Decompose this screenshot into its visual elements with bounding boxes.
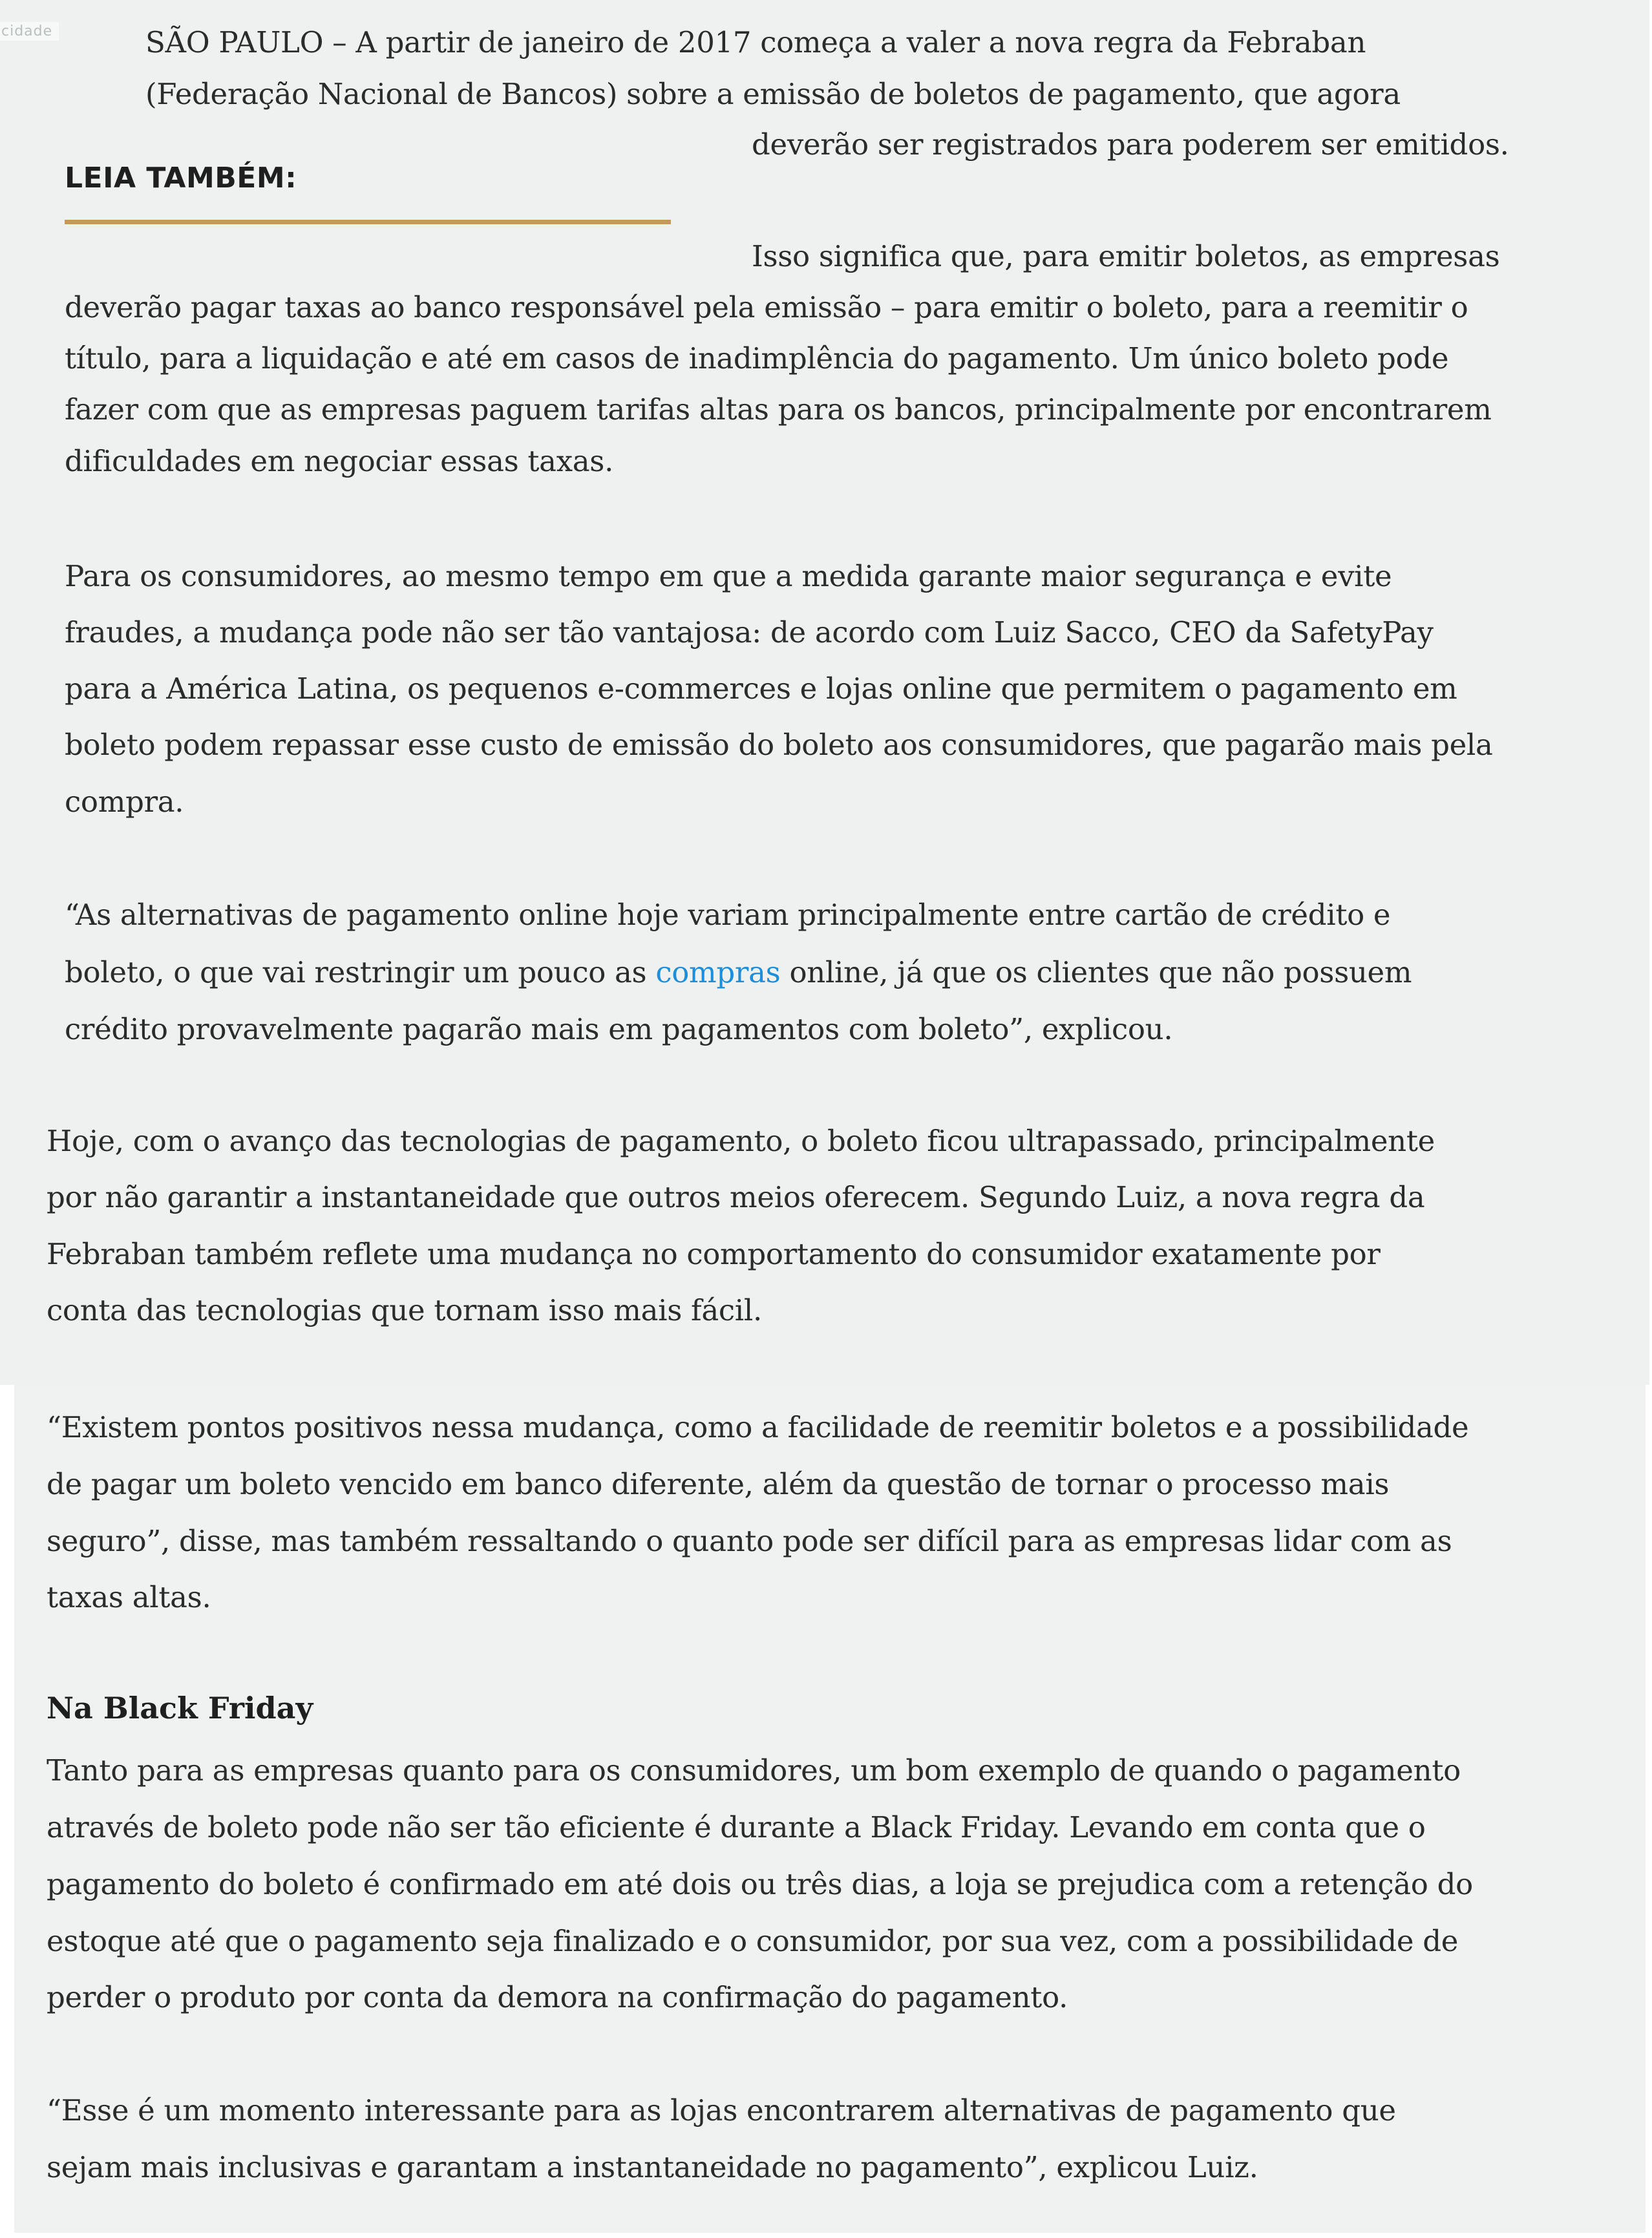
see-also-divider — [65, 220, 671, 224]
para4-line-2: por não garantir a instantaneidade que outros meios oferecem. Segundo Luiz, a nova regra da — [47, 1180, 1425, 1214]
para4-line-1: Hoje, com o avanço das tecnologias de pagamento, o boleto ficou ultrapassado, principalmente — [47, 1124, 1435, 1158]
para6-line-2: através de boleto pode não ser tão eficiente é durante a Black Friday. Levando em conta que o — [47, 1810, 1426, 1844]
para5-line-1: “Existem pontos positivos nessa mudança, como a facilidade de reemitir boletos e a possibilidade — [47, 1410, 1469, 1444]
para7-line-1: “Esse é um momento interessante para as lojas encontrarem alternativas de pagamento que — [47, 2093, 1396, 2127]
para2-line-3: para a América Latina, os pequenos e-commerces e lojas online que permitem o pagamento em — [65, 671, 1457, 706]
para3-line-3: crédito provavelmente pagarão mais em pagamentos com boleto”, explicou. — [65, 1012, 1173, 1046]
para7-line-2: sejam mais inclusivas e garantam a instantaneidade no pagamento”, explicou Luiz. — [47, 2150, 1258, 2184]
para2-line-1: Para os consumidores, ao mesmo tempo em que a medida garante maior segurança e evite — [65, 559, 1392, 593]
para6-line-3: pagamento do boleto é confirmado em até dois ou três dias, a loja se prejudica com a retenção do — [47, 1867, 1473, 1901]
para4-line-3: Febraban também reflete uma mudança no comportamento do consumidor exatamente por — [47, 1237, 1381, 1271]
para4-line-4: conta das tecnologias que tornam isso mais fácil. — [47, 1293, 762, 1327]
section-heading-black-friday: Na Black Friday — [47, 1691, 313, 1726]
lead-line-2: (Federação Nacional de Bancos) sobre a emissão de boletos de pagamento, que agora — [145, 77, 1401, 111]
para1-line-2: deverão pagar taxas ao banco responsável pela emissão – para emitir o boleto, para a reemitir o — [65, 290, 1468, 324]
para6-line-1: Tanto para as empresas quanto para os consumidores, um bom exemplo de quando o pagamento — [47, 1753, 1461, 1788]
para6-line-4: estoque até que o pagamento seja finalizado e o consumidor, por sua vez, com a possibilidade de — [47, 1924, 1459, 1958]
para6-line-5: perder o produto por conta da demora na confirmação do pagamento. — [47, 1980, 1068, 2014]
para3-line-2-pre: boleto, o que vai restringir um pouco as — [65, 955, 656, 989]
see-also-heading: LEIA TAMBÉM: — [65, 162, 297, 195]
ad-label: cidade — [0, 22, 59, 41]
para3-line-2 — [65, 947, 1412, 998]
para3-line-2-post: online, já que os clientes que não possuem — [780, 955, 1412, 989]
para2-line-4: boleto podem repassar esse custo de emissão do boleto aos consumidores, que pagarão mais pela — [65, 728, 1493, 762]
compras-link[interactable]: compras — [655, 955, 781, 989]
para1-line-5: dificuldades em negociar essas taxas. — [65, 444, 614, 478]
para2-line-5: compra. — [65, 785, 184, 819]
para5-line-3: seguro”, disse, mas também ressaltando o quanto pode ser difícil para as empresas lidar com as — [47, 1524, 1452, 1558]
para5-line-4: taxas altas. — [47, 1580, 211, 1614]
lead-line-1: SÃO PAULO – A partir de janeiro de 2017 começa a valer a nova regra da Febraban — [145, 25, 1366, 59]
para3-line-1: “As alternativas de pagamento online hoje variam principalmente entre cartão de crédito e — [65, 898, 1391, 932]
lead-line-3: deverão ser registrados para poderem ser emitidos. — [752, 127, 1509, 162]
para1-line-3: título, para a liquidação e até em casos de inadimplência do pagamento. Um único boleto pode — [65, 341, 1449, 375]
para2-line-2: fraudes, a mudança pode não ser tão vantajosa: de acordo com Luiz Sacco, CEO da SafetyPay — [65, 615, 1434, 649]
para1-line-1: Isso significa que, para emitir boletos, as empresas — [752, 239, 1500, 273]
para5-line-2: de pagar um boleto vencido em banco diferente, além da questão de tornar o processo mais — [47, 1467, 1390, 1501]
para1-line-4: fazer com que as empresas paguem tarifas altas para os bancos, principalmente por encontrarem — [65, 392, 1492, 427]
